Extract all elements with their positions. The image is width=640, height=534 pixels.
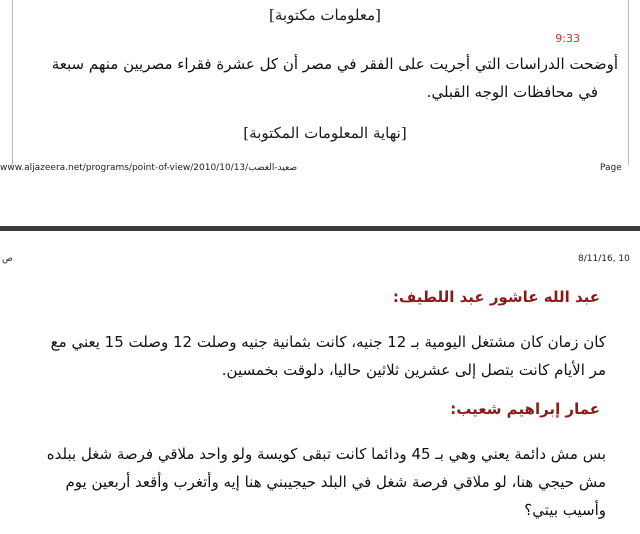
page-border-left [12, 0, 13, 165]
timestamp: 9:33 [555, 32, 580, 45]
speaker1-line-2: مر الأيام كانت بتصل إلى عشرين ثلاثين حاليا، دلوقت بخمسين. [221, 361, 606, 379]
page-divider [0, 226, 640, 231]
info-start-label: [معلومات مكتوبة] [269, 6, 381, 24]
page-gap [0, 200, 640, 225]
speaker2-line-3: وأسيب بيتي؟ [524, 501, 606, 519]
footer-url[interactable]: www.aljazeera.net/programs/point-of-view/2010/10/13/صعيد-الغضب [0, 163, 298, 173]
paragraph-line-2: في محافظات الوجه القبلي. [426, 83, 598, 101]
speaker2-line-1: بس مش دائمة يعني وهي بـ 45 ودائما كانت تبقى كويسة ولو واحد ملاقي فرصة شغل ببلده [46, 445, 606, 463]
page-border-right [628, 0, 629, 165]
page-header-date: 8/11/16, 10 [578, 254, 630, 264]
page-header-right-text: ص [2, 254, 13, 264]
speaker2-line-2: مش حيجي هنا، لو ملاقي فرصة شغل في البلد حيجيبني هنا إيه وأتغرب وأقعد أربعين يوم [65, 473, 606, 491]
speaker1-line-1: كان زمان كان مشتغل اليومية بـ 12 جنيه، كانت بثمانية جنيه وصلت 12 وصلت 15 يعني مع [50, 333, 606, 351]
speaker-name-2: عمار إبراهيم شعيب: [450, 400, 600, 418]
speaker-name-1: عبد الله عاشور عبد اللطيف: [392, 288, 600, 306]
document-page-top [0, 0, 640, 200]
paragraph-line-1: أوضحت الدراسات التي أجريت على الفقر في مصر أن كل عشرة فقراء مصريين منهم سبعة [51, 55, 618, 73]
info-end-label: [نهاية المعلومات المكتوبة] [243, 124, 407, 142]
footer-page-label: Page [600, 163, 622, 173]
